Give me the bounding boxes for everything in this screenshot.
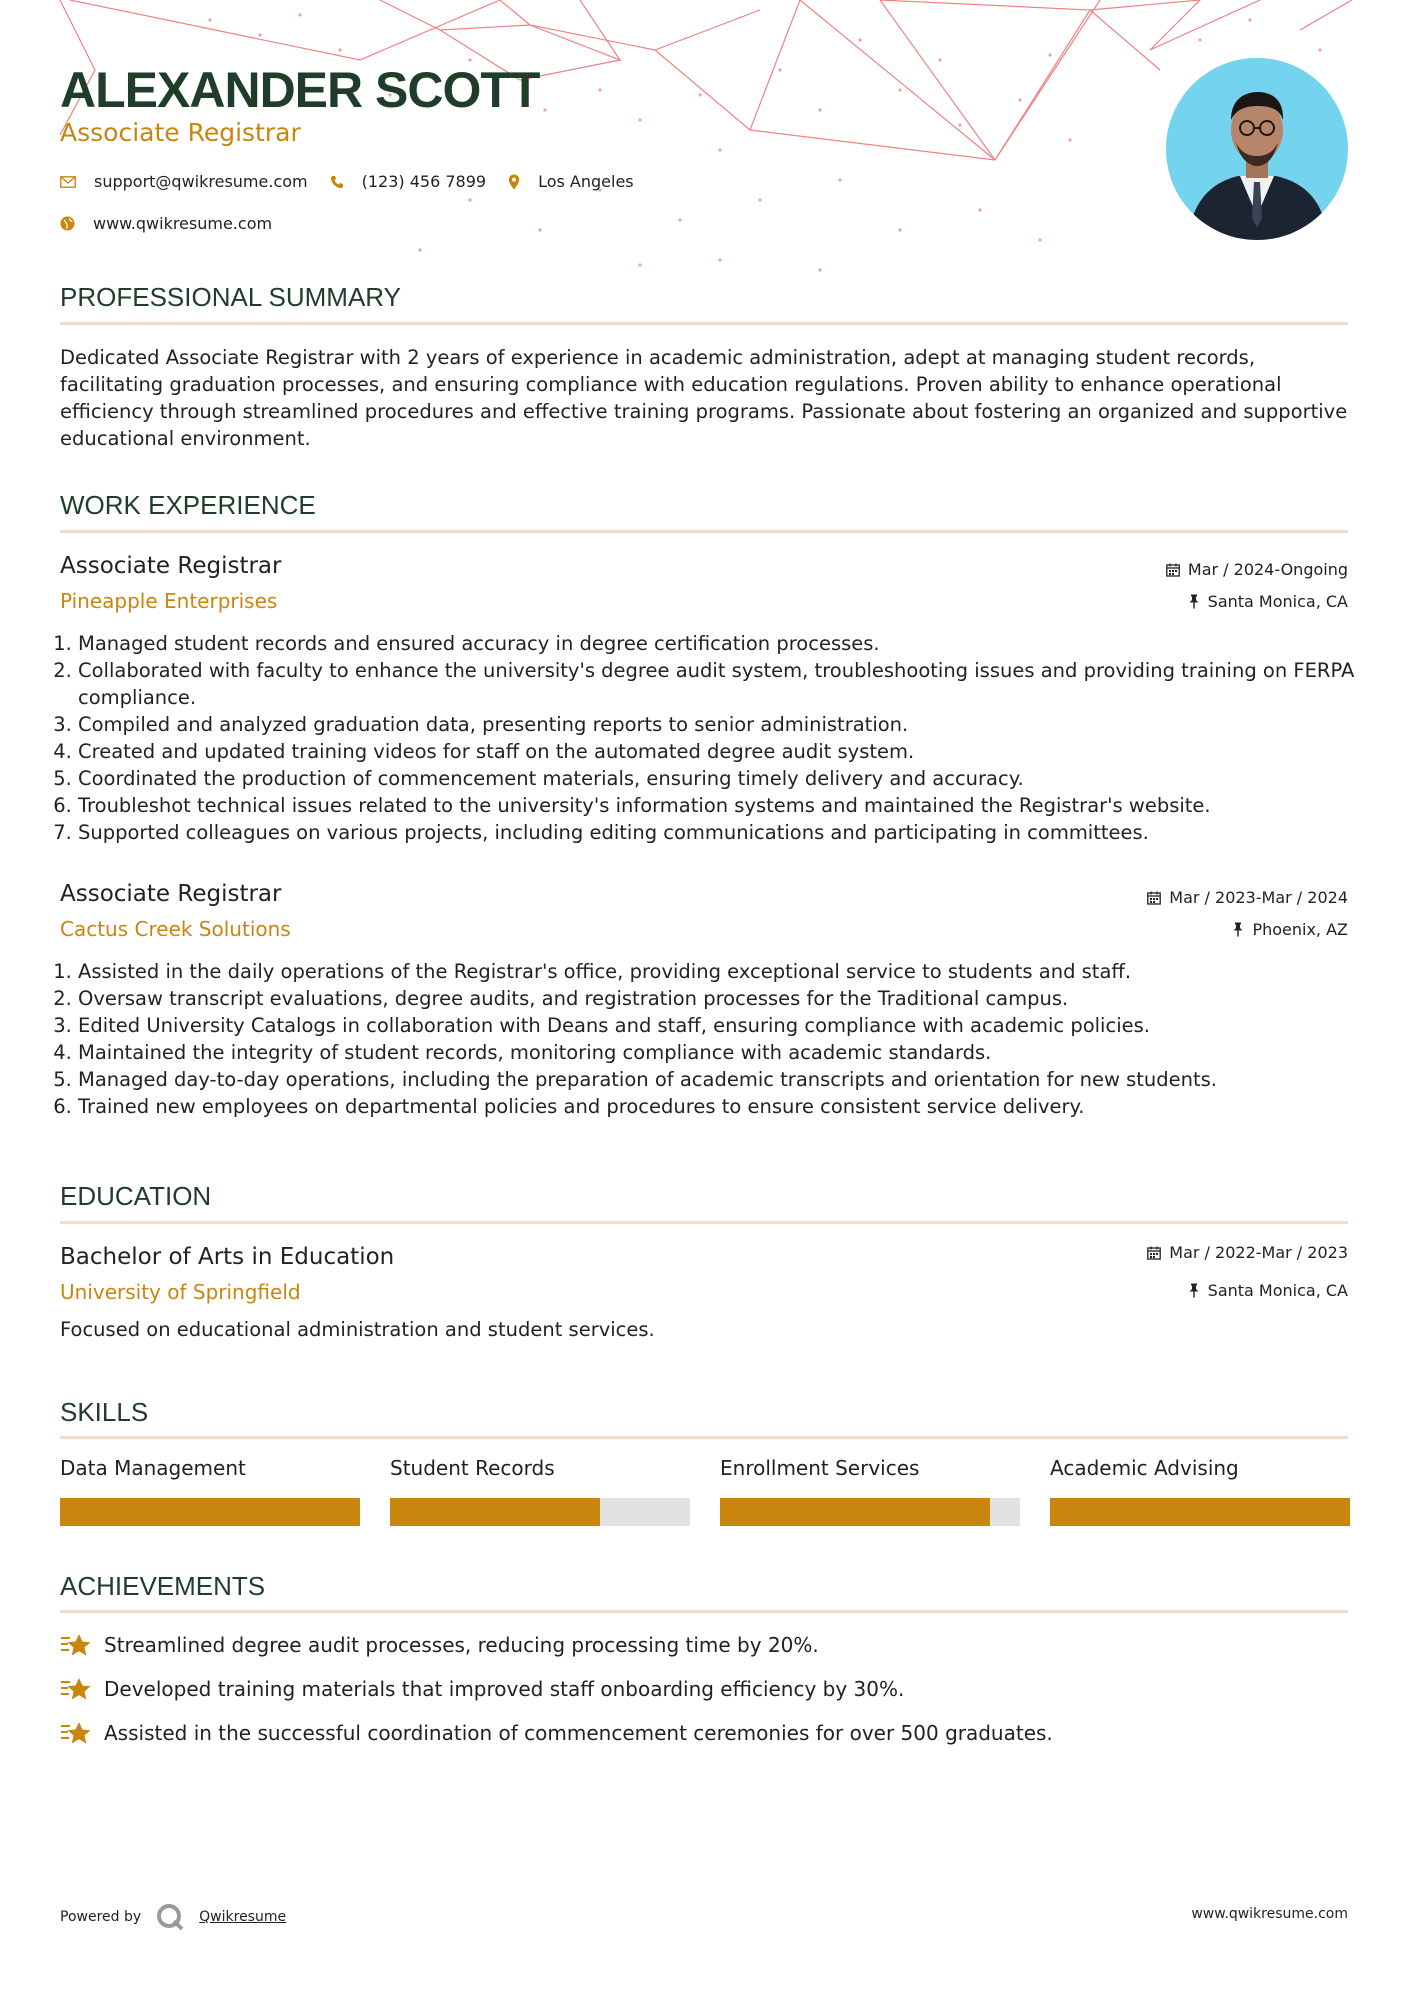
star-award-icon <box>60 1720 92 1746</box>
list-item: 2. Oversaw transcript evaluations, degree audits, and registration processes for the Traditional campus. <box>78 985 1366 1012</box>
list-item: 2. Collaborated with faculty to enhance the university's degree audit system, troubleshooting issues and providing training on FERPA compliance. <box>78 657 1366 711</box>
skill-name: Enrollment Services <box>720 1456 920 1480</box>
contact-website[interactable] <box>60 214 272 233</box>
achievement-item <box>60 1676 904 1702</box>
school-name: University of Springfield <box>60 1280 301 1304</box>
list-item: 3. Compiled and analyzed graduation data, presenting reports to senior administration. <box>78 711 1366 738</box>
skill-bar-fill <box>720 1498 990 1526</box>
skill-name: Academic Advising <box>1050 1456 1239 1480</box>
envelope-icon <box>60 176 76 188</box>
degree-title: Bachelor of Arts in Education <box>60 1244 395 1270</box>
website-text: www.qwikresume.com <box>93 214 273 233</box>
skill-bar-fill <box>60 1498 360 1526</box>
list-item: 5. Managed day-to-day operations, including the preparation of academic transcripts and orientation for new students. <box>78 1066 1366 1093</box>
phone-text: (123) 456 7899 <box>361 172 487 191</box>
education-location <box>1188 1281 1348 1300</box>
job-dates <box>1166 560 1348 579</box>
contact-location <box>508 172 634 191</box>
skill-bar-fill <box>1050 1498 1350 1526</box>
list-item: 3. Edited University Catalogs in collaboration with Deans and staff, ensuring compliance with academic policies. <box>78 1012 1366 1039</box>
section-title-skills: SKILLS <box>60 1397 149 1427</box>
summary-text: Dedicated Associate Registrar with 2 years of experience in academic administration, adept at managing student records, facilitating graduation processes, and ensuring compliance with education regulations. Proven ability to enhance operational efficiency through streamlined procedures and effective training programs. Passionate about fostering an organized and supportive educational environment. <box>60 346 1348 450</box>
skill-name: Student Records <box>390 1456 555 1480</box>
section-title-achievements: ACHIEVEMENTS <box>60 1571 266 1601</box>
job-location <box>1188 592 1348 611</box>
job-duties-list <box>60 630 1366 846</box>
skill-item <box>720 1456 1020 1526</box>
job-dates-text: Mar / 2023-Mar / 2024 <box>1169 888 1348 907</box>
achievement-text: Assisted in the successful coordination of commencement ceremonies for over 500 graduates. <box>104 1721 1053 1745</box>
pushpin-icon <box>1232 922 1244 937</box>
skill-bar <box>390 1498 690 1526</box>
contact-phone[interactable] <box>330 172 486 191</box>
section-title-experience: WORK EXPERIENCE <box>60 490 316 520</box>
calendar-icon <box>1166 563 1180 577</box>
achievement-text: Developed training materials that improved staff onboarding efficiency by 30%. <box>104 1677 905 1701</box>
section-divider <box>60 1610 1348 1613</box>
education-location-text: Santa Monica, CA <box>1207 1281 1348 1300</box>
pushpin-icon <box>1188 594 1200 609</box>
job-location-text: Phoenix, AZ <box>1252 920 1348 939</box>
section-title-education: EDUCATION <box>60 1181 212 1211</box>
skill-bar <box>720 1498 1020 1526</box>
achievement-item <box>60 1720 1053 1746</box>
section-divider <box>60 1221 1348 1224</box>
section-title-summary: PROFESSIONAL SUMMARY <box>60 282 401 312</box>
footer-website[interactable]: www.qwikresume.com <box>1191 1906 1348 1922</box>
skill-item <box>390 1456 690 1526</box>
calendar-icon <box>1147 891 1161 905</box>
skill-name: Data Management <box>60 1456 246 1480</box>
email-text: support@qwikresume.com <box>94 172 308 191</box>
skill-bar-fill <box>390 1498 600 1526</box>
candidate-role: Associate Registrar <box>60 118 301 147</box>
list-item: 6. Troubleshot technical issues related to the university's information systems and maintained the Registrar's website. <box>78 792 1366 819</box>
section-divider <box>60 1436 1348 1439</box>
list-item: 5. Coordinated the production of commencement materials, ensuring timely delivery and accuracy. <box>78 765 1366 792</box>
location-text: Los Angeles <box>538 172 634 191</box>
star-award-icon <box>60 1632 92 1658</box>
job-location <box>1232 920 1348 939</box>
job-dates-text: Mar / 2024-Ongoing <box>1187 560 1348 579</box>
skill-bar <box>60 1498 360 1526</box>
list-item: 1. Managed student records and ensured accuracy in degree certification processes. <box>78 630 1366 657</box>
section-divider <box>60 322 1348 325</box>
list-item: 1. Assisted in the daily operations of the Registrar's office, providing exceptional service to students and staff. <box>78 958 1366 985</box>
contact-row <box>60 172 656 191</box>
job-title: Associate Registrar <box>60 553 282 579</box>
achievement-text: Streamlined degree audit processes, reducing processing time by 20%. <box>104 1633 819 1657</box>
company-name: Pineapple Enterprises <box>60 589 278 613</box>
powered-by <box>60 1902 286 1932</box>
list-item: 7. Supported colleagues on various projects, including editing communications and participating in committees. <box>78 819 1366 846</box>
phone-icon <box>330 175 344 189</box>
job-location-text: Santa Monica, CA <box>1207 592 1348 611</box>
skill-bar <box>1050 1498 1350 1526</box>
skill-item <box>60 1456 360 1526</box>
map-pin-icon <box>508 174 520 190</box>
list-item: 4. Maintained the integrity of student records, monitoring compliance with academic standards. <box>78 1039 1366 1066</box>
globe-icon <box>60 216 75 231</box>
list-item: 6. Trained new employees on departmental policies and procedures to ensure consistent service delivery. <box>78 1093 1366 1120</box>
qwikresume-logo-icon <box>155 1902 185 1932</box>
job-duties-list <box>60 958 1366 1120</box>
job-dates <box>1147 888 1348 907</box>
skill-item <box>1050 1456 1350 1526</box>
company-name: Cactus Creek Solutions <box>60 917 291 941</box>
contact-row-website <box>60 214 294 233</box>
section-divider <box>60 530 1348 533</box>
profile-photo <box>1166 58 1348 240</box>
star-award-icon <box>60 1676 92 1702</box>
education-description: Focused on educational administration and student services. <box>60 1318 655 1341</box>
powered-by-label: Powered by <box>60 1909 142 1925</box>
list-item: 4. Created and updated training videos for staff on the automated degree audit system. <box>78 738 1366 765</box>
avatar <box>1166 58 1348 240</box>
contact-email[interactable] <box>60 172 308 191</box>
calendar-icon <box>1147 1246 1161 1260</box>
education-dates-text: Mar / 2022-Mar / 2023 <box>1169 1243 1348 1262</box>
education-dates <box>1147 1243 1348 1262</box>
candidate-name: ALEXANDER SCOTT <box>60 62 540 118</box>
qwikresume-link[interactable]: Qwikresume <box>199 1909 287 1925</box>
achievement-item <box>60 1632 819 1658</box>
job-title: Associate Registrar <box>60 881 282 907</box>
pushpin-icon <box>1188 1283 1200 1298</box>
